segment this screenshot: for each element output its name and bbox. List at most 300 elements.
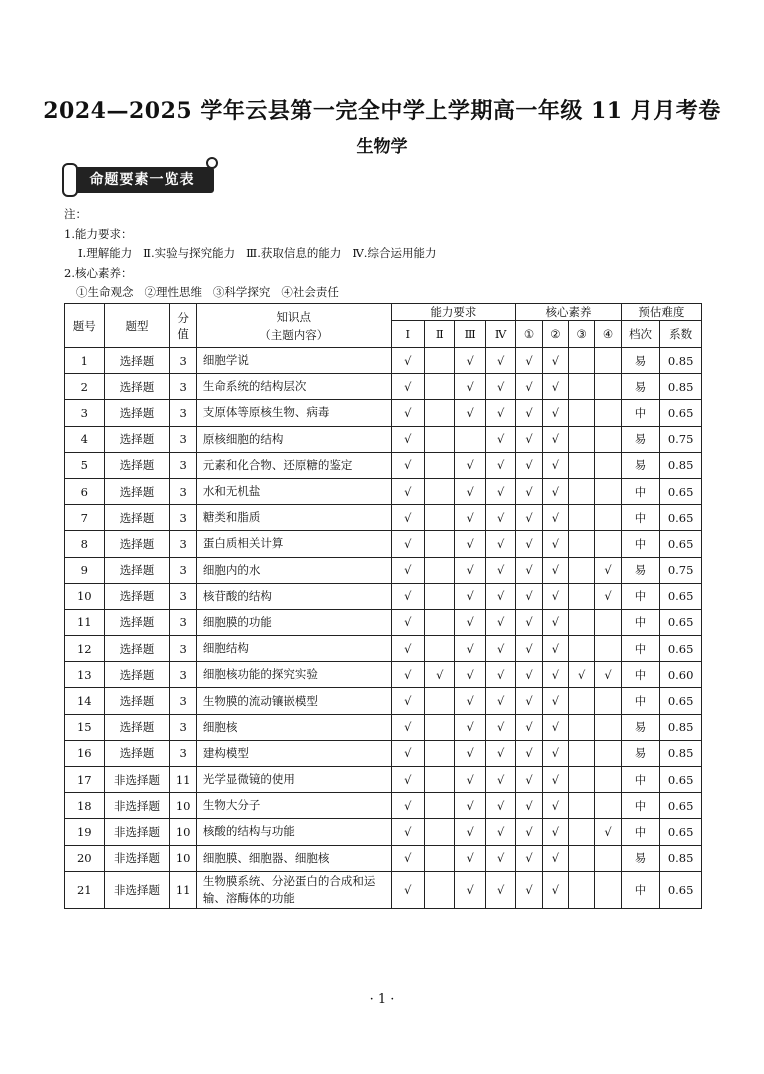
check-mark: √ [485,819,515,845]
table-row [65,374,702,400]
check-mark: √ [542,662,568,688]
check-mark: √ [391,531,424,557]
cell-num: 12 [65,636,105,662]
cell-num: 8 [65,531,105,557]
cell-coef: 0.85 [660,845,702,871]
cell-coef: 0.65 [660,531,702,557]
cell-score: 10 [170,793,196,819]
check-mark: √ [455,793,485,819]
check-mark: √ [455,819,485,845]
header-core-4: ④ [595,321,621,348]
check-mark: √ [485,426,515,452]
cell-ability-2 [425,348,455,374]
cell-score: 10 [170,845,196,871]
page-subtitle: 生物学 [356,137,408,157]
cell-core-3 [569,740,595,766]
cell-num: 5 [65,452,105,478]
table-row [65,531,702,557]
cell-coef: 0.85 [660,740,702,766]
cell-topic: 蛋白质相关计算 [196,531,391,557]
cell-core-4 [595,531,621,557]
check-mark: √ [391,583,424,609]
cell-topic: 光学显微镜的使用 [196,767,391,793]
check-mark: √ [485,505,515,531]
cell-coef: 0.65 [660,609,702,635]
cell-level: 中 [621,688,660,714]
check-mark: √ [485,767,515,793]
table-row [65,819,702,845]
cell-type: 选择题 [104,714,170,740]
cell-coef: 0.65 [660,478,702,504]
cell-type: 非选择题 [104,871,170,908]
cell-score: 3 [170,426,196,452]
header-core-3: ③ [569,321,595,348]
cell-ability-2 [425,740,455,766]
header-topic-l2: （主题内容） [259,327,329,342]
check-mark: √ [542,348,568,374]
check-mark: √ [391,636,424,662]
header-ability-3: Ⅲ [455,321,485,348]
cell-coef: 0.85 [660,374,702,400]
cell-score: 10 [170,819,196,845]
cell-level: 中 [621,871,660,908]
cell-ability-2 [425,714,455,740]
cell-type: 选择题 [104,426,170,452]
header-core-1: ① [516,321,542,348]
check-mark: √ [516,531,542,557]
cell-core-4 [595,400,621,426]
check-mark: √ [485,636,515,662]
check-mark: √ [391,845,424,871]
cell-core-3 [569,348,595,374]
cell-ability-2 [425,531,455,557]
check-mark: √ [542,557,568,583]
check-mark: √ [455,688,485,714]
check-mark: √ [542,609,568,635]
cell-ability-2 [425,583,455,609]
check-mark: √ [516,557,542,583]
cell-num: 4 [65,426,105,452]
cell-topic: 生物膜的流动镶嵌模型 [196,688,391,714]
check-mark: √ [455,557,485,583]
cell-score: 3 [170,662,196,688]
table-row [65,557,702,583]
cell-core-3 [569,583,595,609]
cell-type: 选择题 [104,478,170,504]
cell-score: 3 [170,714,196,740]
cell-level: 易 [621,714,660,740]
cell-core-4 [595,452,621,478]
check-mark: √ [485,583,515,609]
cell-core-3 [569,400,595,426]
banner-knob-icon [206,157,218,169]
check-mark: √ [391,374,424,400]
check-mark: √ [595,557,621,583]
cell-core-4 [595,871,621,908]
check-mark: √ [485,871,515,908]
check-mark: √ [542,714,568,740]
check-mark: √ [391,452,424,478]
check-mark: √ [391,767,424,793]
cell-level: 中 [621,400,660,426]
cell-core-3 [569,819,595,845]
check-mark: √ [542,400,568,426]
cell-level: 中 [621,505,660,531]
cell-core-4 [595,688,621,714]
check-mark: √ [542,531,568,557]
table-row [65,400,702,426]
check-mark: √ [485,688,515,714]
header-ability-1: Ⅰ [391,321,424,348]
check-mark: √ [542,871,568,908]
check-mark: √ [485,452,515,478]
check-mark: √ [542,478,568,504]
check-mark: √ [455,871,485,908]
header-num: 题号 [65,304,105,348]
check-mark: √ [516,452,542,478]
check-mark: √ [391,609,424,635]
check-mark: √ [485,714,515,740]
check-mark: √ [542,740,568,766]
cell-ability-2 [425,452,455,478]
check-mark: √ [485,478,515,504]
cell-ability-2 [425,557,455,583]
cell-coef: 0.85 [660,452,702,478]
cell-level: 中 [621,767,660,793]
cell-core-4 [595,740,621,766]
cell-type: 选择题 [104,557,170,583]
cell-num: 2 [65,374,105,400]
cell-type: 选择题 [104,348,170,374]
check-mark: √ [516,426,542,452]
check-mark: √ [391,714,424,740]
cell-core-3 [569,793,595,819]
check-mark: √ [485,374,515,400]
check-mark: √ [455,478,485,504]
cell-level: 易 [621,557,660,583]
check-mark: √ [516,793,542,819]
cell-topic: 糖类和脂质 [196,505,391,531]
check-mark: √ [455,531,485,557]
check-mark: √ [542,819,568,845]
cell-score: 11 [170,871,196,908]
cell-num: 13 [65,662,105,688]
check-mark: √ [516,740,542,766]
header-coef: 系数 [660,321,702,348]
cell-level: 易 [621,452,660,478]
core-title: 2.核心素养： [64,265,133,280]
cell-core-3 [569,505,595,531]
table-row [65,767,702,793]
cell-topic: 生物膜系统、分泌蛋白的合成和运输、溶酶体的功能 [196,871,391,908]
cell-coef: 0.65 [660,583,702,609]
cell-topic: 细胞核功能的探究实验 [196,662,391,688]
cell-type: 选择题 [104,400,170,426]
cell-score: 3 [170,374,196,400]
check-mark: √ [455,583,485,609]
banner-label: 命题要素一览表 [70,167,214,193]
check-mark: √ [391,557,424,583]
cell-score: 3 [170,688,196,714]
header-topic [196,304,391,348]
cell-level: 中 [621,478,660,504]
check-mark: √ [455,845,485,871]
table-row [65,478,702,504]
check-mark: √ [542,374,568,400]
header-level: 档次 [621,321,660,348]
check-mark: √ [391,348,424,374]
check-mark: √ [516,505,542,531]
cell-type: 选择题 [104,662,170,688]
check-mark: √ [485,740,515,766]
cell-ability-2 [425,426,455,452]
check-mark: √ [542,636,568,662]
cell-topic: 水和无机盐 [196,478,391,504]
table-row [65,505,702,531]
check-mark: √ [516,478,542,504]
cell-core-3 [569,767,595,793]
cell-num: 10 [65,583,105,609]
cell-level: 易 [621,740,660,766]
notes-block [64,205,436,303]
cell-coef: 0.85 [660,348,702,374]
cell-ability-2 [425,478,455,504]
check-mark: √ [485,845,515,871]
cell-coef: 0.65 [660,793,702,819]
cell-num: 19 [65,819,105,845]
page-number: · 1 · [369,992,395,1007]
cell-core-4 [595,636,621,662]
cell-num: 15 [65,714,105,740]
cell-num: 14 [65,688,105,714]
banner-scroll-icon [62,163,78,197]
cell-core-3 [569,557,595,583]
cell-num: 7 [65,505,105,531]
check-mark: √ [542,845,568,871]
cell-score: 3 [170,557,196,583]
cell-core-4 [595,374,621,400]
cell-topic: 元素和化合物、还原糖的鉴定 [196,452,391,478]
cell-ability-2 [425,374,455,400]
core-legend: ①生命观念 ②理性思维 ③科学探究 ④社会责任 [76,285,339,299]
table-row [65,871,702,908]
check-mark: √ [516,871,542,908]
table-row [65,845,702,871]
check-mark: √ [391,819,424,845]
cell-score: 3 [170,505,196,531]
cell-topic: 建构模型 [196,740,391,766]
header-core-2: ② [542,321,568,348]
cell-score: 11 [170,767,196,793]
cell-level: 中 [621,609,660,635]
check-mark: √ [485,793,515,819]
check-mark: √ [391,400,424,426]
header-difficulty: 预估难度 [621,304,701,321]
page-title: 2024—2025 学年云县第一完全中学上学期高一年级 11 月月考卷 [43,98,721,124]
cell-level: 中 [621,819,660,845]
table-row [65,662,702,688]
table-row [65,688,702,714]
check-mark: √ [455,609,485,635]
cell-type: 选择题 [104,452,170,478]
cell-ability-2 [425,400,455,426]
cell-coef: 0.65 [660,871,702,908]
cell-coef: 0.65 [660,767,702,793]
check-mark: √ [455,714,485,740]
cell-core-4 [595,426,621,452]
header-ability: 能力要求 [391,304,516,321]
cell-level: 易 [621,845,660,871]
check-mark: √ [455,636,485,662]
cell-type: 选择题 [104,505,170,531]
check-mark: √ [516,348,542,374]
header-type: 题型 [104,304,170,348]
cell-type: 选择题 [104,636,170,662]
table-row [65,583,702,609]
cell-score: 3 [170,609,196,635]
cell-core-4 [595,714,621,740]
table-row [65,452,702,478]
cell-type: 选择题 [104,688,170,714]
check-mark: √ [542,452,568,478]
notes-head: 注： [64,207,87,221]
header-topic-l1: 知识点 [276,309,311,324]
check-mark: √ [391,871,424,908]
cell-topic: 细胞内的水 [196,557,391,583]
check-mark: √ [485,609,515,635]
cell-level: 中 [621,793,660,819]
check-mark: √ [391,688,424,714]
check-mark: √ [485,348,515,374]
cell-type: 选择题 [104,531,170,557]
cell-score: 3 [170,452,196,478]
cell-type: 非选择题 [104,767,170,793]
check-mark: √ [542,767,568,793]
cell-core-3 [569,374,595,400]
check-mark: √ [455,767,485,793]
cell-num: 3 [65,400,105,426]
cell-ability-2 [425,636,455,662]
cell-coef: 0.60 [660,662,702,688]
cell-topic: 细胞结构 [196,636,391,662]
cell-core-3 [569,478,595,504]
cell-ability-2 [425,793,455,819]
check-mark: √ [542,793,568,819]
cell-ability-2 [425,819,455,845]
check-mark: √ [425,662,455,688]
cell-level: 易 [621,374,660,400]
cell-core-4 [595,767,621,793]
cell-score: 3 [170,636,196,662]
check-mark: √ [485,662,515,688]
cell-ability-2 [425,845,455,871]
check-mark: √ [542,426,568,452]
cell-level: 中 [621,531,660,557]
cell-core-4 [595,609,621,635]
cell-score: 3 [170,531,196,557]
cell-num: 21 [65,871,105,908]
table-row [65,348,702,374]
check-mark: √ [595,819,621,845]
cell-level: 易 [621,348,660,374]
table-row [65,426,702,452]
cell-core-3 [569,845,595,871]
check-mark: √ [516,714,542,740]
cell-ability-2 [425,609,455,635]
cell-num: 17 [65,767,105,793]
table-row [65,793,702,819]
cell-num: 9 [65,557,105,583]
cell-type: 非选择题 [104,845,170,871]
cell-coef: 0.65 [660,505,702,531]
check-mark: √ [516,688,542,714]
check-mark: √ [455,374,485,400]
table-row [65,636,702,662]
cell-num: 18 [65,793,105,819]
cell-level: 易 [621,426,660,452]
check-mark: √ [516,400,542,426]
cell-core-3 [569,531,595,557]
cell-topic: 核苷酸的结构 [196,583,391,609]
cell-coef: 0.75 [660,426,702,452]
check-mark: √ [391,426,424,452]
ability-legend: Ⅰ.理解能力 Ⅱ.实验与探究能力 Ⅲ.获取信息的能力 Ⅳ.综合运用能力 [78,246,437,260]
cell-num: 11 [65,609,105,635]
cell-ability-2 [425,688,455,714]
cell-core-3 [569,871,595,908]
cell-num: 20 [65,845,105,871]
check-mark: √ [455,348,485,374]
cell-level: 中 [621,662,660,688]
cell-ability-2 [425,505,455,531]
cell-coef: 0.75 [660,557,702,583]
check-mark: √ [595,662,621,688]
cell-type: 选择题 [104,740,170,766]
check-mark: √ [516,609,542,635]
cell-num: 16 [65,740,105,766]
check-mark: √ [516,374,542,400]
cell-topic: 原核细胞的结构 [196,426,391,452]
check-mark: √ [542,583,568,609]
header-score [170,304,196,348]
cell-score: 3 [170,348,196,374]
cell-coef: 0.65 [660,400,702,426]
header-ability-2: Ⅱ [425,321,455,348]
check-mark: √ [516,767,542,793]
cell-topic: 核酸的结构与功能 [196,819,391,845]
check-mark: √ [485,557,515,583]
check-mark: √ [569,662,595,688]
check-mark: √ [516,819,542,845]
table-body [65,348,702,909]
cell-core-3 [569,609,595,635]
cell-core-3 [569,688,595,714]
cell-num: 6 [65,478,105,504]
cell-core-3 [569,452,595,478]
check-mark: √ [542,505,568,531]
check-mark: √ [391,478,424,504]
check-mark: √ [542,688,568,714]
cell-topic: 细胞核 [196,714,391,740]
check-mark: √ [455,662,485,688]
cell-core-4 [595,793,621,819]
cell-ability-2 [425,767,455,793]
header-ability-4: Ⅳ [485,321,515,348]
check-mark: √ [485,531,515,557]
ability-title: 1.能力要求： [64,226,133,241]
cell-topic: 生物大分子 [196,793,391,819]
cell-level: 中 [621,583,660,609]
